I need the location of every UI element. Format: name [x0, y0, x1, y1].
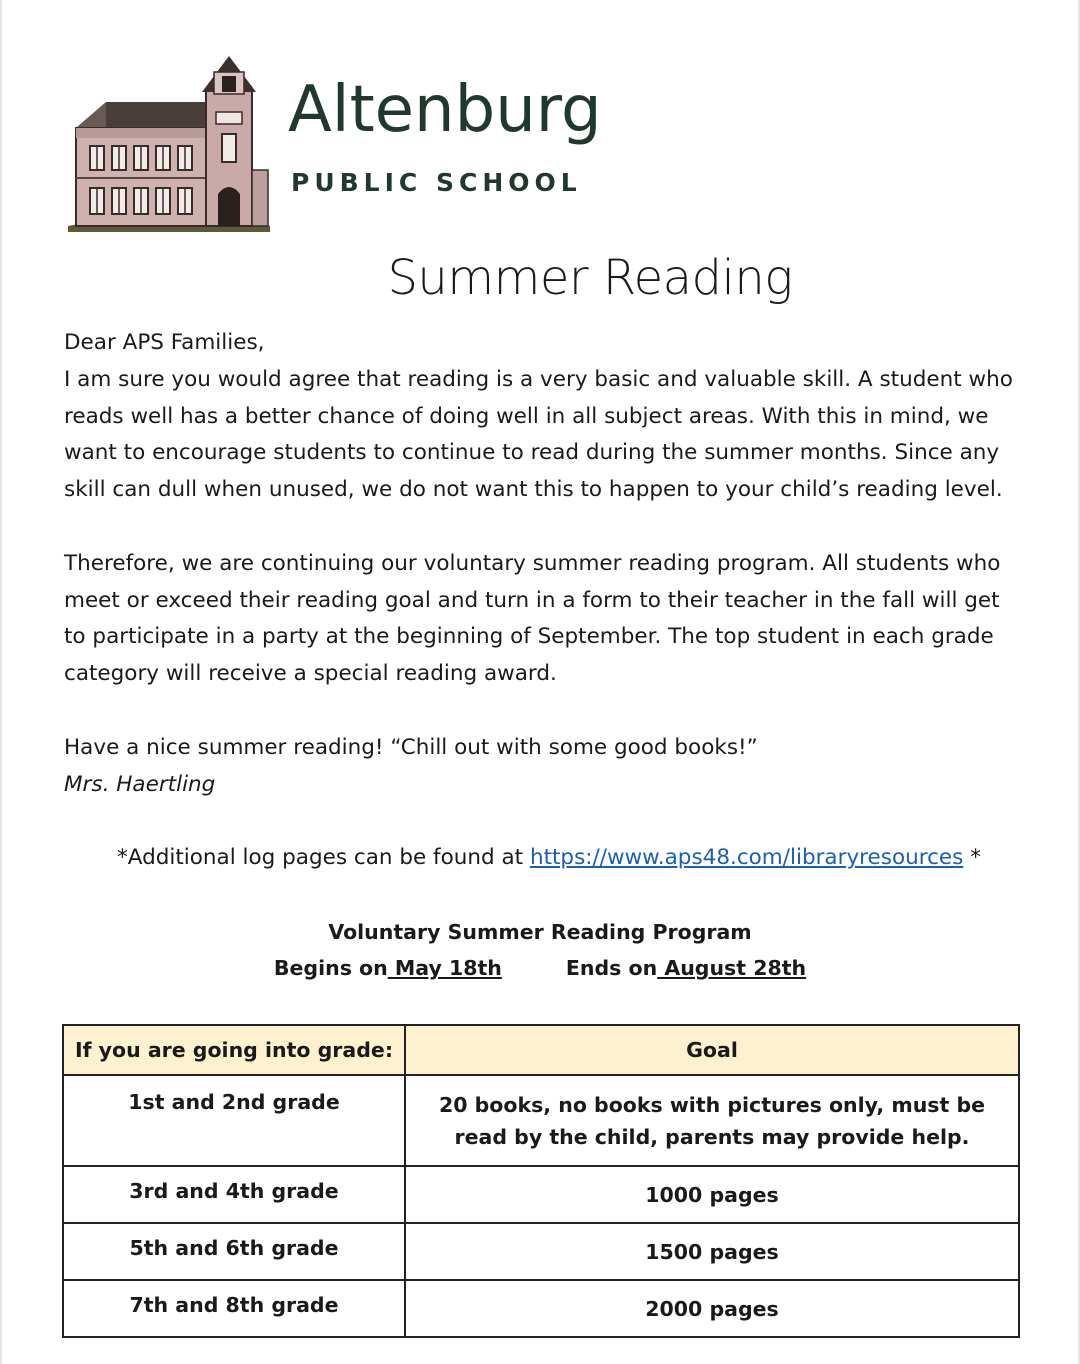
- goal-cell: 20 books, no books with pictures only, must be read by the child, parents may provide help.: [405, 1075, 1019, 1166]
- goal-cell: 1000 pages: [405, 1166, 1019, 1223]
- column-header-grade: If you are going into grade:: [63, 1025, 405, 1075]
- program-dates: [0, 950, 1080, 986]
- school-subtitle: PUBLIC SCHOOL: [291, 168, 582, 197]
- goal-cell: 1500 pages: [405, 1223, 1019, 1280]
- page-title: Summer Reading: [387, 250, 793, 306]
- page-edge-left: [0, 0, 2, 1364]
- grade-cell: 5th and 6th grade: [63, 1223, 405, 1280]
- letter-paragraph: Therefore, we are continuing our voluntary summer reading program. All students who meet or exceed their reading goal and turn in a form to their teacher in the fall will get to participate in a party at the beginning of September. The top student in each grade category will receive a special reading award.: [64, 550, 1001, 687]
- letter-greeting: Dear APS Families,: [64, 330, 265, 355]
- table-row: [63, 1223, 1019, 1280]
- note-suffix: *: [963, 845, 981, 870]
- additional-pages-note: [0, 841, 1080, 875]
- school-name: Altenburg: [288, 73, 602, 147]
- table-header-row: [63, 1025, 1019, 1075]
- ends-label: Ends on: [565, 956, 658, 980]
- table-row: [63, 1075, 1019, 1166]
- table-row: [63, 1280, 1019, 1337]
- program-title: Voluntary Summer Reading Program: [328, 920, 752, 944]
- grade-cell: 3rd and 4th grade: [63, 1166, 405, 1223]
- ends-date: August 28th: [657, 956, 807, 980]
- begins-date: May 18th: [387, 956, 502, 980]
- table-row: [63, 1166, 1019, 1223]
- letter-paragraph: I am sure you would agree that reading is a very basic and valuable skill. A student who reads well has a better chance of doing well in all subject areas. With this in mind, we want to encourage students to continue to read during the summer months. Since any skill can dull when unused, we do not want this to happen to your child’s reading level.: [64, 366, 1013, 503]
- letter-signature: Mrs. Haertling: [64, 771, 216, 797]
- reading-goals-table: [62, 1024, 1020, 1338]
- goal-cell: 2000 pages: [405, 1280, 1019, 1337]
- begins-label: Begins on: [273, 956, 388, 980]
- letter-closing: Have a nice summer reading! “Chill out with some good books!”: [64, 734, 758, 760]
- grade-cell: 7th and 8th grade: [63, 1280, 405, 1337]
- column-header-goal: Goal: [405, 1025, 1019, 1075]
- library-resources-link[interactable]: https://www.aps48.com/libraryresources: [529, 845, 964, 870]
- schoolhouse-logo-icon: [66, 50, 272, 232]
- grade-cell: 1st and 2nd grade: [63, 1075, 405, 1166]
- letter-body: [64, 325, 1014, 803]
- note-prefix: *Additional log pages can be found at: [117, 845, 530, 870]
